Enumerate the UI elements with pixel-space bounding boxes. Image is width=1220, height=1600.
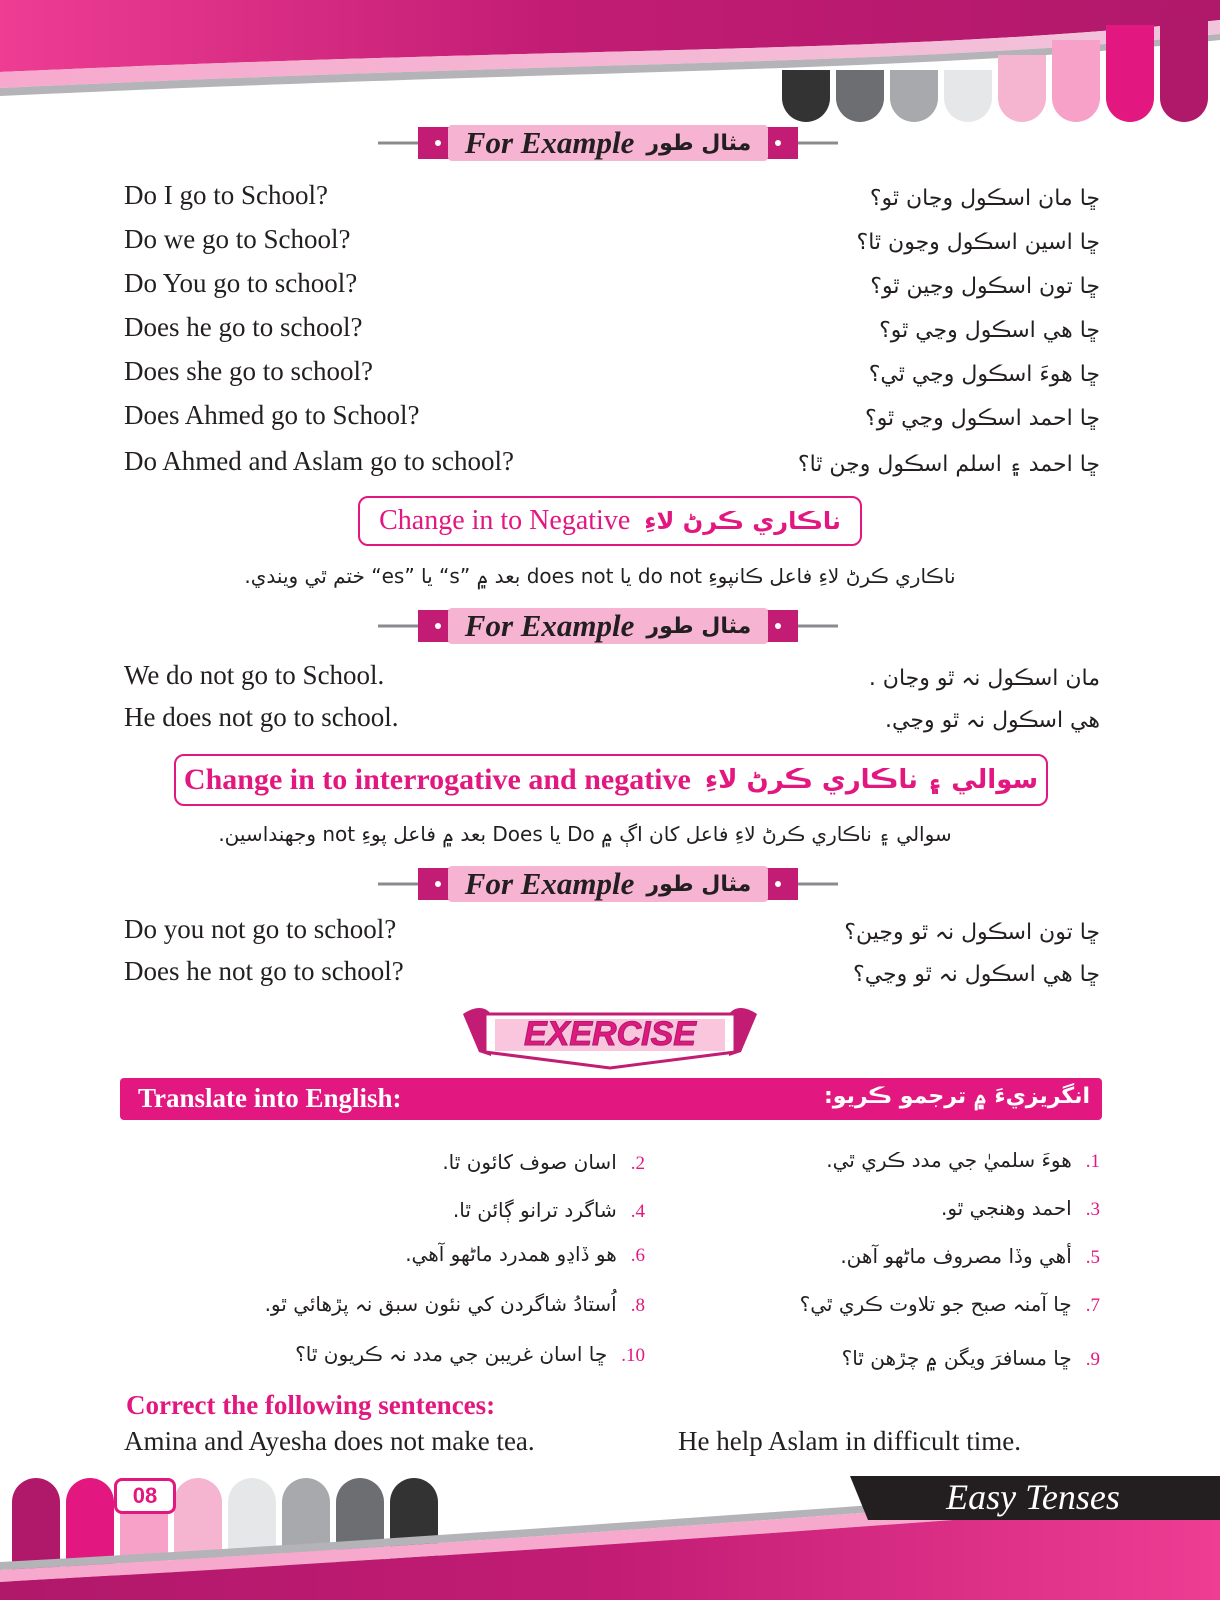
exercise-item-number: 2.: [630, 1153, 645, 1174]
exercise-item-8: [265, 1292, 645, 1317]
interrogative-negative-heading-en: Change in to interrogative and negative: [183, 763, 691, 796]
banner-en: For Example: [464, 125, 635, 160]
question-en-6: Does Ahmed go to School?: [124, 400, 420, 430]
question-en-3: Do You go to school?: [124, 268, 358, 298]
negative-note: ناڪاري ڪرڻ لاءِ فاعل ڪانپوءِ do not يا does not بعد ۾ ”s“ يا ”es“ ختم ٿي ويندي.: [244, 564, 956, 588]
exercise-item-text: أهي وڏا مصروف ماڻهو آهن.: [840, 1244, 1072, 1268]
translate-label-sd: انگريزيءَ ۾ ترجمو ڪريو:: [823, 1084, 1090, 1109]
exercise-item-9: [842, 1346, 1100, 1371]
question-en-2: Do we go to School?: [124, 224, 351, 254]
question-sd-6: ڇا احمد اسڪول وڃي ٿو؟: [865, 406, 1100, 431]
exercise-item-text: شاگرد ترانو ڳائن ٿا.: [452, 1198, 617, 1222]
banner-sd: مثال طور: [646, 871, 752, 897]
exercise-item-text: اسان صوف کائون ٿا.: [442, 1150, 617, 1174]
correct-sentence-2: He help Aslam in difficult time.: [678, 1426, 1021, 1456]
header-decoration: [0, 0, 1220, 125]
question-sd-3: ڇا تون اسڪول وڃين ٿو؟: [870, 274, 1100, 299]
example-banner-2: [378, 606, 838, 646]
question-en-7: Do Ahmed and Aslam go to school?: [124, 446, 514, 476]
interrogative-negative-example-en-1: Do you not go to school?: [124, 914, 397, 944]
exercise-item-text: ڇا مسافرَ ويگن ۾ چڙهن ٿا؟: [841, 1346, 1072, 1370]
exercise-item-number: 6.: [630, 1245, 645, 1266]
translate-bar: [120, 1078, 1102, 1120]
exercise-item-number: 10.: [621, 1345, 645, 1366]
exercise-item-number: 4.: [630, 1201, 645, 1222]
exercise-item-number: 1.: [1085, 1151, 1100, 1172]
exercise-item-number: 3.: [1085, 1199, 1100, 1220]
banner-sd: مثال طور: [646, 130, 752, 156]
exercise-item-6: [405, 1242, 645, 1267]
interrogative-negative-example-sd-1: ڇا تون اسڪول نہ ٿو وڃين؟: [844, 920, 1100, 945]
exercise-item-7: [800, 1292, 1100, 1317]
exercise-item-text: هو ڏاڍو همدرد ماڻهو آهي.: [405, 1242, 617, 1266]
page-number-box: [114, 1478, 176, 1514]
exercise-item-text: ڇا اسان غريبن جي مدد نہ ڪريون ٿا؟: [295, 1342, 608, 1366]
correct-heading: Correct the following sentences:: [126, 1390, 496, 1420]
exercise-item-number: 8.: [630, 1295, 645, 1316]
question-en-5: Does she go to school?: [124, 356, 373, 386]
exercise-item-number: 7.: [1085, 1295, 1100, 1316]
interrogative-negative-note: سوالي ۽ ناڪاري ڪرڻ لاءِ فاعل کان اڳ ۾ Do يا Does بعد ۾ فاعل پوءِ not وجهنداسين.: [218, 822, 952, 846]
correct-sentence-1: Amina and Ayesha does not make tea.: [124, 1426, 535, 1456]
question-sd-4: ڇا هي اسڪول وڃي ٿو؟: [879, 318, 1100, 343]
banner-en: For Example: [464, 866, 635, 901]
exercise-item-number: 5.: [1085, 1247, 1100, 1268]
negative-heading-en: Change in to Negative: [379, 505, 631, 536]
negative-example-sd-2: هي اسڪول نہ ٿو وڃي.: [885, 708, 1100, 733]
question-sd-7: ڇا احمد ۽ اسلم اسڪول وڃن ٿا؟: [797, 452, 1100, 477]
exercise-badge: [455, 1006, 765, 1072]
question-en-4: Does he go to school?: [124, 312, 363, 342]
exercise-item-10: [295, 1342, 645, 1367]
banner-sd: مثال طور: [646, 613, 752, 639]
exercise-item-5: [840, 1244, 1100, 1269]
exercise-title: EXERCISE: [524, 1015, 696, 1053]
exercise-item-text: اُستادُ شاگردن کي نئون سبق نہ پڙهائي ٿو.: [264, 1292, 617, 1316]
question-en-1: Do I go to School?: [124, 180, 328, 210]
interrogative-negative-heading: [174, 754, 1048, 806]
book-title: Easy Tenses: [946, 1477, 1120, 1517]
exercise-item-text: هوءَ سلميٰ جي مدد ڪري ٿي.: [826, 1148, 1072, 1172]
exercise-item-2: [442, 1150, 645, 1175]
exercise-item-text: احمد وهنجي ٿو.: [940, 1196, 1072, 1220]
exercise-item-4: [453, 1198, 645, 1223]
interrogative-negative-heading-sd: سوالي ۽ ناڪاري ڪرڻ لاءِ: [704, 765, 1039, 795]
interrogative-negative-example-en-2: Does he not go to school?: [124, 956, 404, 986]
exercise-item-1: [826, 1148, 1100, 1173]
page-number: 08: [132, 1483, 158, 1508]
negative-heading: [358, 496, 862, 546]
negative-heading-sd: ناڪاري ڪرڻ لاءِ: [644, 507, 841, 535]
exercise-item-number: 9.: [1085, 1349, 1100, 1370]
negative-example-en-2: He does not go to school.: [124, 702, 399, 732]
translate-label-en: Translate into English:: [138, 1083, 402, 1113]
exercise-item-3: [941, 1196, 1100, 1221]
interrogative-negative-example-sd-2: ڇا هي اسڪول نہ ٿو وڃي؟: [853, 962, 1100, 987]
question-sd-5: ڇا هوءَ اسڪول وڃي ٿي؟: [868, 362, 1100, 387]
example-banner-1: [378, 123, 838, 163]
question-sd-1: ڇا مان اسڪول وڃان ٿو؟: [869, 186, 1100, 211]
negative-example-sd-1: مان اسڪول نہ ٿو وڃان .: [868, 666, 1100, 691]
question-sd-2: ڇا اسين اسڪول وڃون ٿا؟: [856, 230, 1100, 255]
negative-example-en-1: We do not go to School.: [124, 660, 385, 690]
banner-en: For Example: [464, 608, 635, 643]
exercise-item-text: ڇا آمنہ صبح جو تلاوت ڪري ٿي؟: [799, 1292, 1072, 1316]
example-banner-3: [378, 864, 838, 904]
